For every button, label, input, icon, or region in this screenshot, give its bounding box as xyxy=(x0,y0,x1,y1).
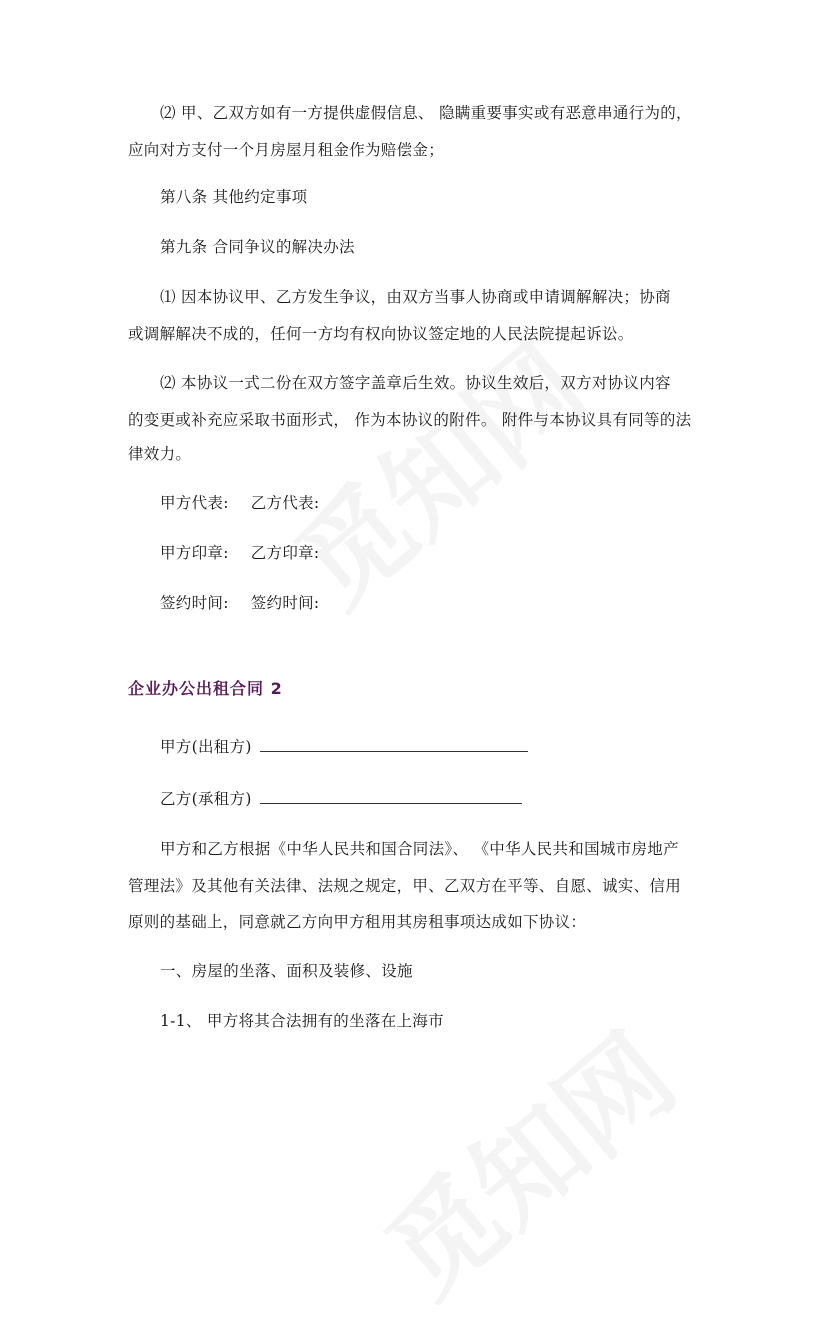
party-a-line xyxy=(160,737,528,757)
watermark xyxy=(258,302,612,635)
paragraph-line: 的变更或补充应采取书面形式， 作为本协议的附件。 附件与本协议具有同等的法 xyxy=(128,411,692,429)
watermark xyxy=(348,992,702,1325)
paragraph-line: 或调解解决不成的，任何一方均有权向协议签定地的人民法院提起诉讼。 xyxy=(128,325,634,343)
paragraph-line: 甲方和乙方根据《中华人民共和国合同法》、 《中华人民共和国城市房地产 xyxy=(160,840,679,858)
party-b-line xyxy=(160,789,522,809)
party-b-seal-label: 乙方印章: xyxy=(250,544,320,562)
article-heading: 第九条 合同争议的解决办法 xyxy=(160,238,355,256)
article-heading: 第八条 其他约定事项 xyxy=(160,188,308,206)
paragraph-line: 原则的基础上，同意就乙方向甲方租用其房租事项达成如下协议： xyxy=(128,913,587,931)
paragraph-line: ⑵ 甲、乙双方如有一方提供虚假信息、 隐瞒重要事实或有恶意串通行为的， xyxy=(160,104,692,122)
paragraph-line: 应向对方支付一个月房屋月租金作为赔偿金； xyxy=(128,141,445,159)
party-b-blank xyxy=(260,789,522,804)
signing-date-label-b: 签约时间: xyxy=(250,594,320,612)
party-b-label: 乙方(承租方) xyxy=(160,790,252,808)
party-b-representative-label: 乙方代表: xyxy=(250,494,320,512)
paragraph-line: 律效力。 xyxy=(128,445,192,463)
party-a-label: 甲方(出租方) xyxy=(160,738,252,756)
paragraph-line: ⑵ 本协议一式二份在双方签字盖章后生效。协议生效后，双方对协议内容 xyxy=(160,374,671,392)
signature-seals xyxy=(160,543,319,563)
signing-date-label-a: 签约时间: xyxy=(160,594,229,612)
signature-representatives xyxy=(160,493,319,513)
clause-heading: 一、房屋的坐落、面积及装修、设施 xyxy=(160,962,413,980)
paragraph-line: 管理法》及其他有关法律、法规之规定，甲、乙双方在平等、自愿、诚实、信用 xyxy=(128,877,682,895)
signature-dates xyxy=(160,593,319,613)
paragraph-line: ⑴ 因本协议甲、乙方发生争议，由双方当事人协商或申请调解解决；协商 xyxy=(160,288,671,306)
section-title: 企业办公出租合同 2 xyxy=(128,679,283,698)
party-a-blank xyxy=(260,737,528,752)
party-a-seal-label: 甲方印章: xyxy=(160,544,229,562)
clause-line: 1-1、 甲方将其合法拥有的坐落在上海市 xyxy=(160,1012,444,1030)
party-a-representative-label: 甲方代表: xyxy=(160,494,229,512)
